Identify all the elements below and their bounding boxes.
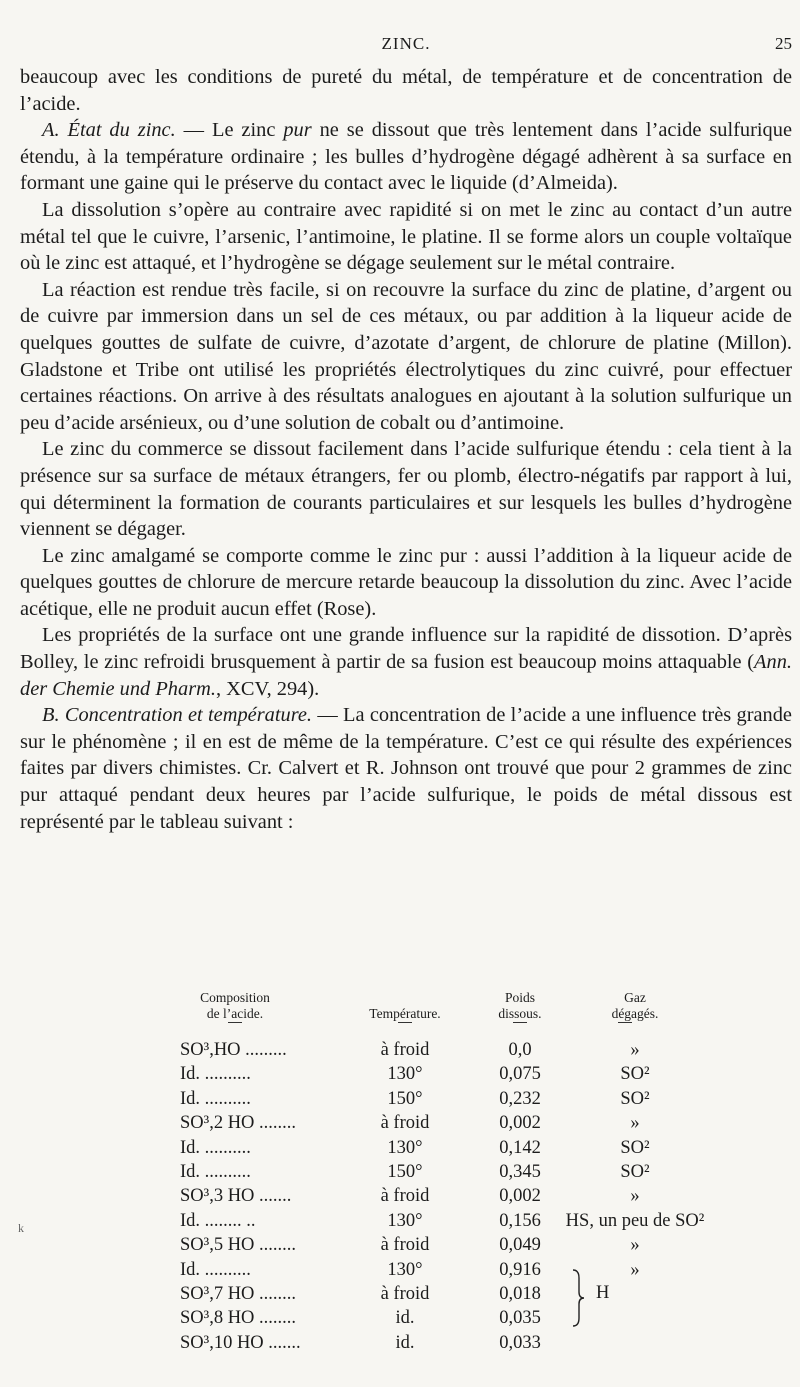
cell-composition: SO³,5 HO ........ [180,1235,297,1256]
brace-icon [570,1268,586,1328]
cell-temperature: id. [395,1308,415,1329]
cell-gaz: SO² [620,1088,650,1109]
stray-mark: k [18,1221,24,1235]
cell-temperature: 130° [387,1064,423,1085]
cell-poids: 0,156 [499,1210,541,1231]
table-body [20,1040,792,1357]
cell-composition: Id. .......... [180,1064,251,1085]
table-row [20,1186,792,1210]
table-row [20,1211,792,1235]
cell-temperature: à froid [380,1113,430,1134]
cell-temperature: à froid [380,1186,430,1207]
cell-composition: SO³,2 HO ........ [180,1113,297,1134]
cell-poids: 0,002 [499,1113,541,1134]
rule [513,1022,527,1023]
table-row [20,1064,792,1088]
header-composition: Composition de l’acide. [200,990,270,1021]
header-gaz: Gaz dégagés. [611,990,659,1021]
table-row [20,1308,792,1332]
cell-poids: 0,035 [499,1308,541,1329]
cell-gaz: SO² [620,1064,650,1085]
cell-gaz: SO² [620,1161,650,1182]
table-header [20,990,792,1022]
cell-composition: SO³,10 HO ....... [180,1332,301,1353]
table-row [20,1235,792,1259]
cell-temperature: 130° [387,1210,423,1231]
cell-poids: 0,345 [499,1161,541,1182]
paragraph: B. Concentration et température. — La concentration de l’acide a une influence très grande sur le phénomène ; il en est de même de la température. C’est ce qui résulte des expériences faites par divers chimistes. Cr. Calvert et R. Johnson ont trouvé que pour 2 grammes de zinc pur attaqué pendant deux heures par l’acide sulfurique, le poids de métal dissous est représenté par le tableau suivant : [20,704,792,833]
table-row [20,1260,792,1284]
rule [228,1022,242,1023]
italic-text: Ann. der Chemie und Pharm. [20,651,792,700]
table-row [20,1089,792,1113]
cell-poids: 0,018 [499,1283,541,1304]
paragraph: Les propriétés de la surface ont une grande influence sur la rapidité de dissotion. D’après Bolley, le zinc refroidi brusquement à partir de sa fusion est beaucoup moins attaquable (Ann. der Chemie und Pharm., XCV, 294). [20,624,792,700]
cell-poids: 0,075 [499,1064,541,1085]
brace-label: H [596,1283,610,1303]
cell-gaz: SO² [620,1137,650,1158]
cell-gaz: » [630,1186,640,1207]
cell-temperature: id. [395,1332,415,1353]
cell-temperature: 130° [387,1137,423,1158]
cell-poids: 0,049 [499,1235,541,1256]
paragraph: A. État du zinc. — Le zinc pur ne se dissout que très lentement dans l’acide sulfurique étendu, à la température ordinaire ; les bulles d’hydrogène dégagé adhèrent à sa surface en formant une gaine qui le préserve du contact avec le liquide (d’Almeida). [20,119,792,195]
cell-gaz: » [630,1259,640,1280]
cell-gaz: » [630,1235,640,1256]
page-number: 25 [775,34,792,53]
paragraph: Le zinc amalgamé se comporte comme le zinc pur : aussi l’addition à la liqueur acide de quelques gouttes de chlorure de mercure retarde beaucoup la dissolution du zinc. Avec l’acide acétique, elle ne produit aucun effet (Rose). [20,544,792,620]
cell-temperature: 130° [387,1259,423,1280]
cell-temperature: à froid [380,1040,430,1060]
cell-gaz: » [630,1040,640,1060]
cell-composition: SO³,8 HO ........ [180,1308,297,1329]
table-row [20,1284,792,1308]
cell-composition: Id. .......... [180,1137,251,1158]
italic-text: A. État du zinc. [42,119,176,142]
italic-text: B. Concentration et température. [42,704,313,727]
cell-temperature: 150° [387,1088,423,1109]
rule [618,1022,632,1023]
cell-temperature: à froid [380,1235,430,1256]
table-row [20,1333,792,1357]
cell-poids: 0,002 [499,1186,541,1207]
cell-composition: SO³,7 HO ........ [180,1283,297,1304]
running-title: ZINC. [381,34,431,53]
header-temperature: Température. [369,1006,441,1021]
cell-composition: SO³,3 HO ....... [180,1186,292,1207]
table-row [20,1162,792,1186]
rule [398,1022,412,1023]
italic-text: pur [283,119,312,142]
cell-composition: SO³,HO ......... [180,1040,287,1060]
cell-poids: 0,033 [499,1332,541,1353]
paragraph: La dissolution s’opère au contraire avec rapidité si on met le zinc au contact d’un autre métal tel que le cuivre, l’arsenic, l’antimoine, le platine. Il se forme alors un couple voltaïque où le zinc est attaqué, et l’hydrogène se dégage seulement sur le métal contraire. [20,198,792,275]
paragraph: La réaction est rendue très facile, si on recouvre la surface du zinc de platine, d’argent ou de cuivre par immersion dans un sel de ces métaux, ou par addition à la liqueur acide de quelques gouttes de sulfate de cuivre, d’azotate d’argent, de chlorure de platine (Millon). Gladstone et Tribe ont utilisé les propriétés électrolytiques du zinc cuivré, pour effectuer certaines réactions. On arrive à des résultats analogues en ajoutant à la solution sulfurique un peu d’acide arsénieux, ou d’une solution de cobalt ou d’antimoine. [20,278,792,434]
paragraph: Le zinc du commerce se dissout facilement dans l’acide sulfurique étendu : cela tient à la présence sur sa surface de métaux étrangers, fer ou plomb, électro-négatifs par rapport à lui, qui déterminent la formation de courants particulaires et sur lesquels les bulles d’hydrogène viennent se dégager. [20,438,792,541]
cell-composition: Id. .......... [180,1259,251,1280]
cell-composition: Id. ........ .. [180,1210,256,1231]
cell-gaz: » [630,1113,640,1134]
table-row [20,1040,792,1064]
cell-poids: 0,232 [499,1088,541,1109]
cell-temperature: 150° [387,1161,423,1182]
cell-temperature: à froid [380,1283,430,1304]
cell-poids: 0,0 [508,1040,532,1060]
page-header [20,30,792,60]
results-table [20,990,792,1357]
cell-poids: 0,916 [499,1259,541,1280]
header-rules [20,1022,792,1040]
cell-gaz: HS, un peu de SO² [565,1210,705,1231]
cell-composition: Id. .......... [180,1161,251,1182]
table-row [20,1138,792,1162]
table-row [20,1113,792,1137]
cell-composition: Id. .......... [180,1088,251,1109]
cell-poids: 0,142 [499,1137,541,1158]
paragraph: beaucoup avec les conditions de pureté du métal, de température et de concentration de l’acide. [20,66,792,115]
header-poids: Poids dissous. [498,990,542,1021]
body-text [20,64,792,835]
